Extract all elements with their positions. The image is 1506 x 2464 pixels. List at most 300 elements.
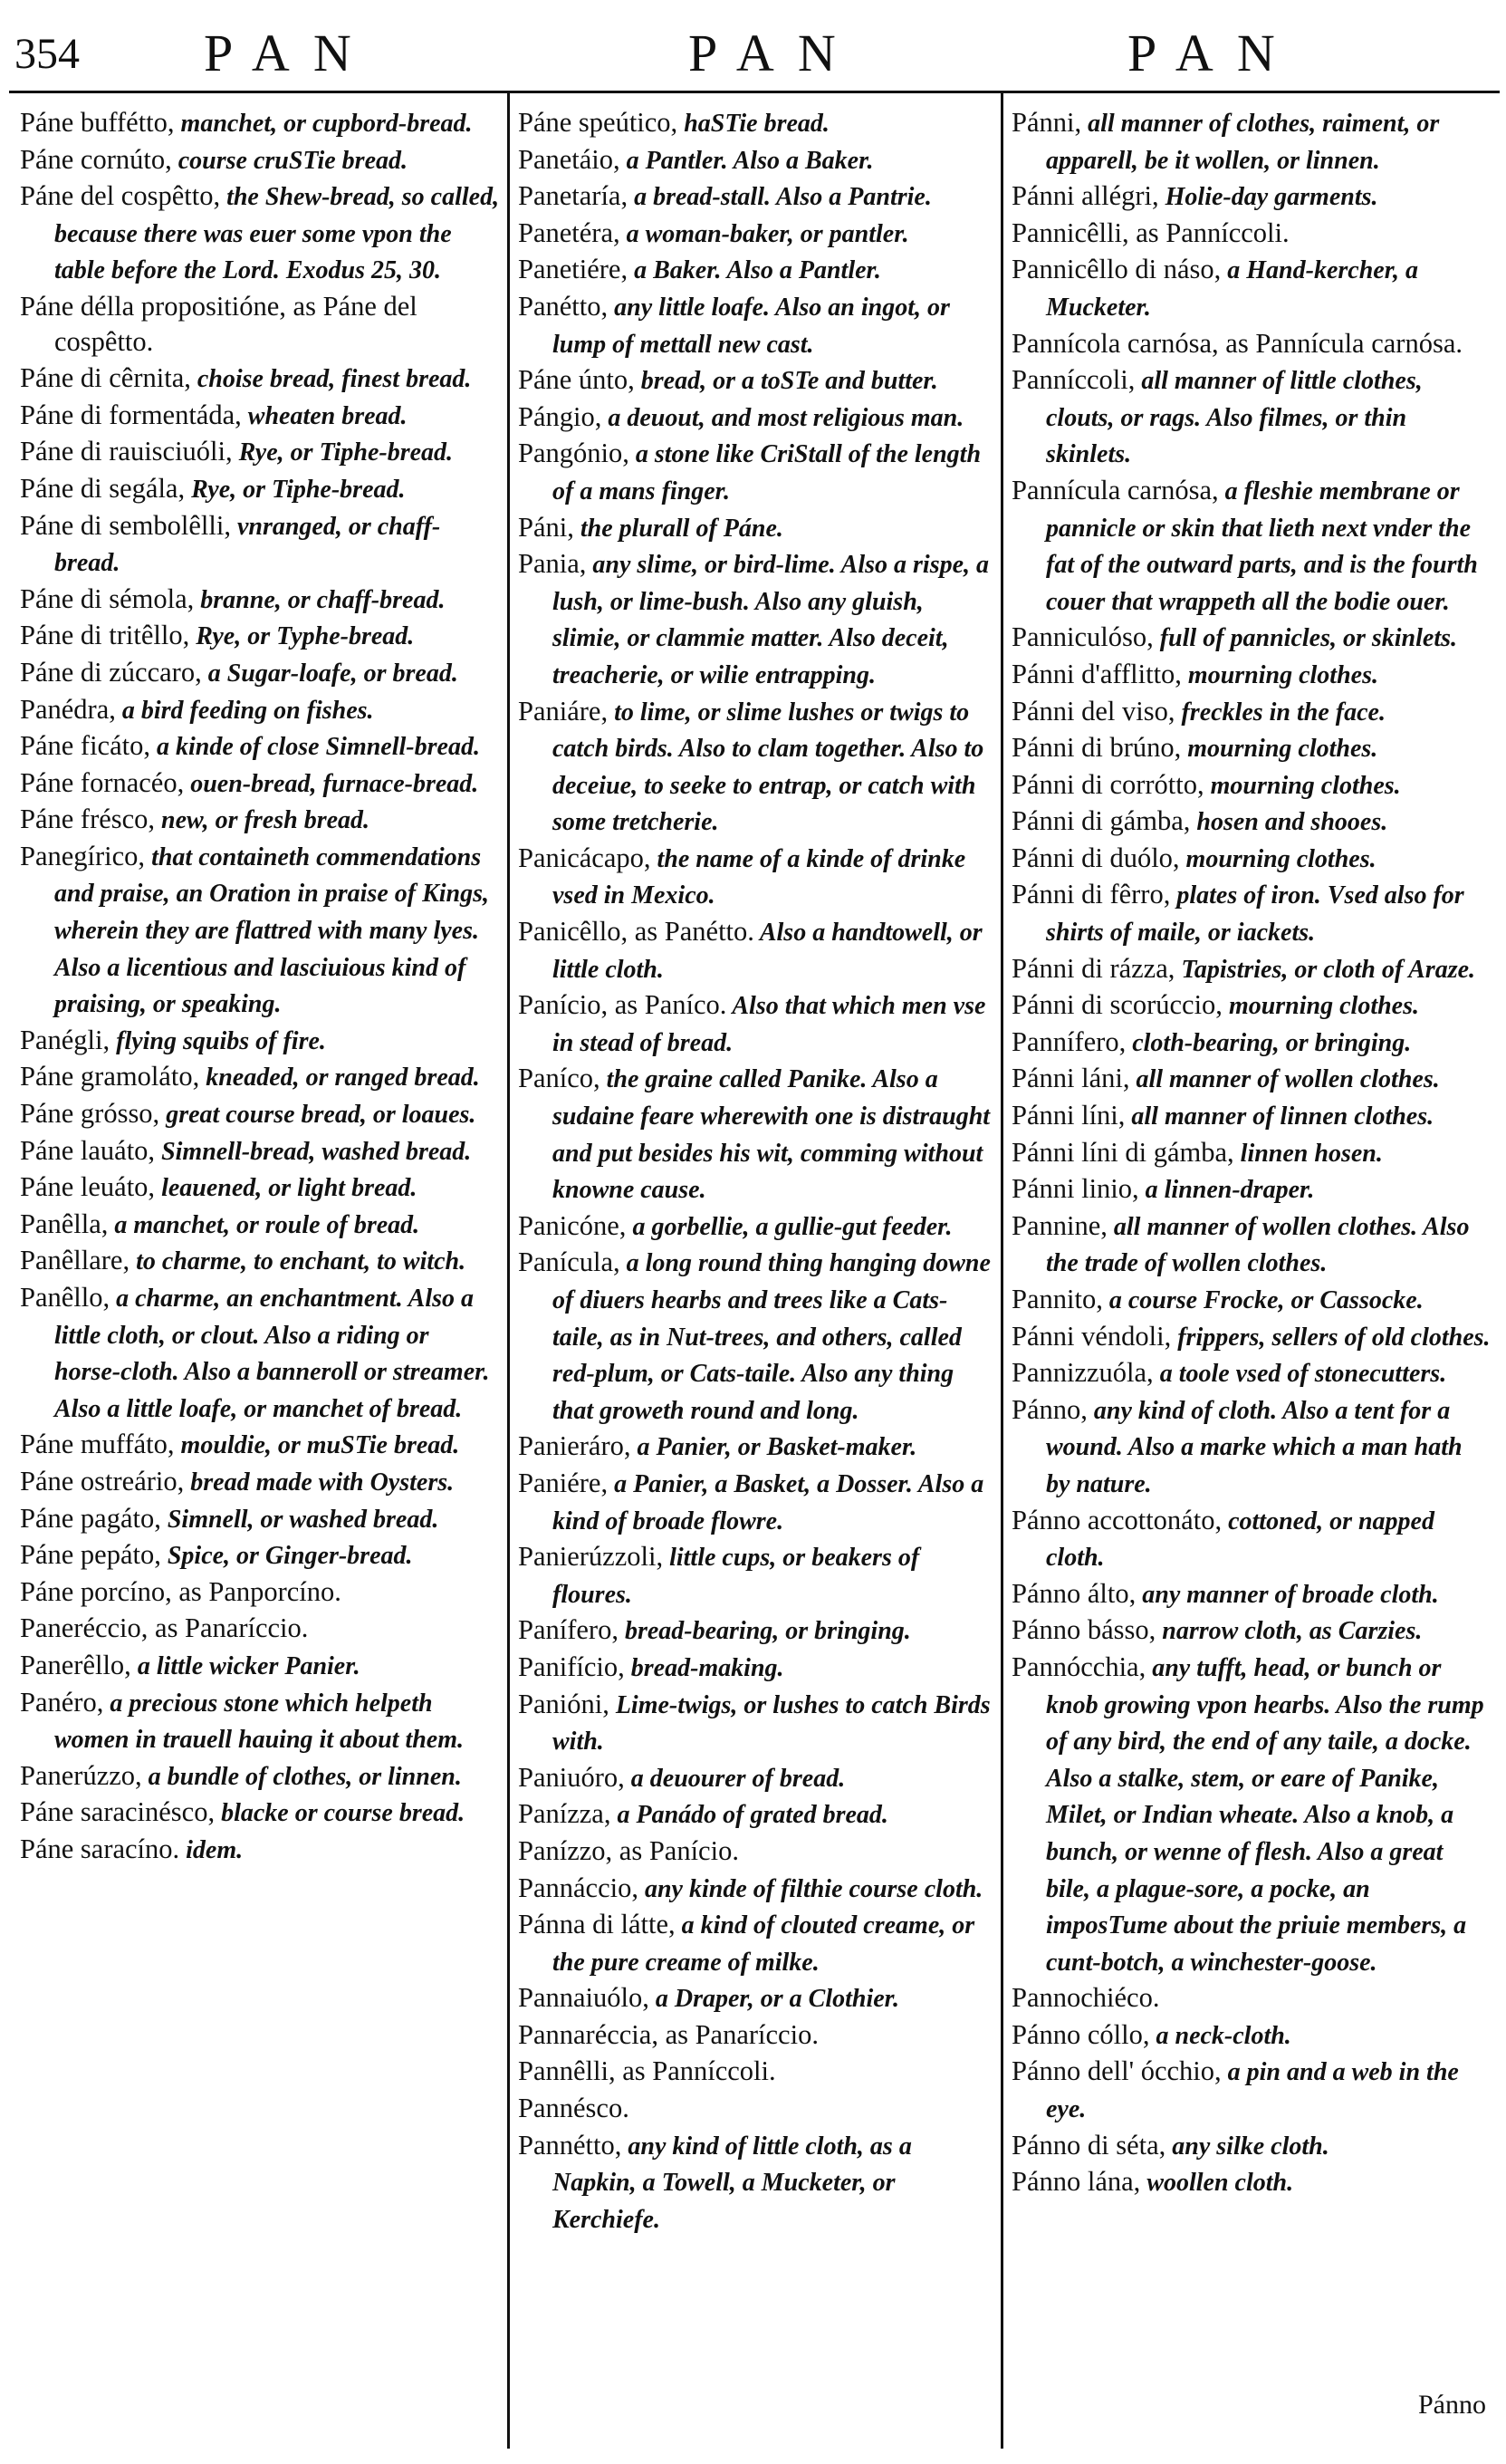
dictionary-entry: [518, 1539, 998, 1612]
dictionary-entry: [1012, 252, 1492, 325]
entry-gloss: all manner of little clothes, clouts, or rags. Also filmes, or thin skinlets.: [1046, 367, 1423, 469]
dictionary-entry: [1012, 473, 1492, 620]
entry-headword: Páne gramoláto,: [20, 1061, 200, 1092]
dictionary-entry: [20, 398, 500, 435]
entry-headword: Pannétto,: [518, 2129, 622, 2161]
dictionary-entry: [20, 1685, 500, 1758]
entry-headword: Páne ostreário,: [20, 1465, 185, 1497]
entry-gloss: choise bread, finest bread.: [190, 365, 472, 394]
entry-headword: Pannésco.: [518, 2093, 629, 2124]
dictionary-entry: [518, 436, 998, 509]
dictionary-entry: [1012, 1980, 1492, 2017]
dictionary-entry: [518, 362, 998, 399]
dictionary-entry: [518, 2054, 998, 2091]
entry-gloss: bread made with Oysters.: [184, 1468, 455, 1497]
dictionary-entry: [1012, 105, 1492, 178]
entry-headword: Panicóne,: [518, 1209, 627, 1241]
entry-gloss: plates of iron. Vsed also for shirts of maile, or iackets.: [1046, 881, 1464, 948]
dictionary-entry: [518, 1687, 998, 1760]
entry-headword: Páne lauáto,: [20, 1134, 156, 1166]
entry-gloss: branne, or chaff-bread.: [194, 585, 446, 614]
dictionary-entry: [1012, 1355, 1492, 1392]
entry-headword: Paneréccio, as Panaríccio.: [20, 1612, 309, 1644]
entry-headword: Pánno básso,: [1012, 1614, 1156, 1646]
dictionary-entry: [20, 839, 500, 1023]
entry-headword: Pánni allégri,: [1012, 180, 1159, 212]
entry-headword: Panétto,: [518, 290, 609, 322]
entry-gloss: a stone like CriStall of the length of a mans finger.: [552, 440, 982, 505]
entry-headword: Páne frésco,: [20, 804, 156, 835]
entry-gloss: any kind of cloth. Also a tent for a wound. Also a marke which a man hath by nature.: [1046, 1396, 1463, 1498]
entry-headword: Panicêllo, as Panétto.: [518, 916, 754, 948]
entry-headword: Pánni di duólo,: [1012, 842, 1180, 873]
dictionary-entry: [518, 1429, 998, 1466]
entry-headword: Pánni di scorúccio,: [1012, 989, 1223, 1021]
entry-gloss: all manner of linnen clothes.: [1125, 1102, 1434, 1131]
entry-headword: Páne di sembolêlli,: [20, 509, 231, 541]
entry-gloss: all manner of wollen clothes.: [1129, 1065, 1440, 1094]
dictionary-entry: [20, 178, 500, 289]
dictionary-entry: [518, 289, 998, 362]
dictionary-entry: [20, 361, 500, 398]
header-rule: [9, 91, 1500, 93]
dictionary-entry: [20, 1574, 500, 1612]
entry-gloss: Also a handtowell, or little cloth.: [552, 919, 983, 984]
entry-headword: Panífero,: [518, 1614, 619, 1646]
dictionary-entry: [1012, 951, 1492, 988]
entry-gloss: narrow cloth, as Carzies.: [1156, 1617, 1423, 1646]
dictionary-entry: [20, 1795, 500, 1832]
dictionary-entry: [1012, 1098, 1492, 1135]
dictionary-entry: [1012, 1171, 1492, 1208]
dictionary-entry: [1012, 657, 1492, 694]
dictionary-entry: [518, 142, 998, 179]
dictionary-entry: [518, 1245, 998, 1429]
entry-gloss: flying squibs of fire.: [110, 1026, 326, 1055]
entry-gloss: a kind of clouted creame, or the pure creame of milke.: [552, 1911, 975, 1977]
dictionary-entry: [1012, 2054, 1492, 2127]
dictionary-entry: [518, 1871, 998, 1908]
entry-headword: Pannicêllo di náso,: [1012, 254, 1222, 285]
dictionary-entry: [1012, 1282, 1492, 1319]
entry-gloss: all manner of clothes, raiment, or apparell, be it wollen, or linnen.: [1046, 110, 1440, 175]
entry-gloss: a bundle of clothes, or linnen.: [141, 1762, 462, 1791]
dictionary-entry: [20, 618, 500, 655]
entry-headword: Páne di tritêllo,: [20, 620, 190, 651]
entry-headword: Páne muffáto,: [20, 1429, 175, 1460]
entry-headword: Páne délla propositióne, as Páne del cospêtto.: [20, 290, 417, 357]
entry-gloss: linnen hosen.: [1233, 1139, 1383, 1168]
entry-gloss: a woman-baker, or pantler.: [619, 219, 909, 248]
entry-gloss: a Hand-kercher, a Mucketer.: [1046, 256, 1419, 322]
entry-headword: Panetáio,: [518, 143, 620, 175]
dictionary-entry: [20, 1169, 500, 1207]
dictionary-entry: [1012, 841, 1492, 878]
dictionary-entry: [518, 2017, 998, 2055]
entry-gloss: a Panier, a Basket, a Dosser. Also a kind of broade flowre.: [552, 1469, 984, 1535]
entry-gloss: any little loafe. Also an ingot, or lump of mettall new cast.: [552, 293, 950, 359]
entry-headword: Paníco,: [518, 1063, 600, 1094]
dictionary-entry: [518, 694, 998, 841]
entry-gloss: ouen-bread, furnace-bread.: [184, 769, 479, 798]
entry-gloss: Spice, or Ginger-bread.: [160, 1542, 413, 1571]
running-head-3: PAN: [1127, 24, 1299, 82]
entry-gloss: frippers, sellers of old clothes.: [1171, 1323, 1491, 1352]
dictionary-entry: [518, 1907, 998, 1980]
entry-gloss: the plurall of Páne.: [573, 514, 783, 543]
entry-headword: Páne del cospêtto,: [20, 180, 221, 212]
dictionary-entry: [518, 1208, 998, 1246]
entry-headword: Páne pepáto,: [20, 1539, 161, 1571]
dictionary-entry: [20, 692, 500, 729]
entry-headword: Panéro,: [20, 1686, 104, 1718]
dictionary-entry: [20, 765, 500, 803]
dictionary-entry: [20, 1096, 500, 1133]
entry-headword: Panícula,: [518, 1246, 620, 1278]
dictionary-entry: [1012, 877, 1492, 950]
entry-headword: Panicácapo,: [518, 842, 651, 873]
column-2: [518, 105, 998, 2424]
column-divider-2: [1001, 93, 1003, 2449]
entry-headword: Páne cornúto,: [20, 143, 172, 175]
entry-headword: Páne grósso,: [20, 1098, 160, 1130]
entry-gloss: a fleshie membrane or pannicle or skin that lieth next vnder the fat of the outward parts, and is the fourth couer that wrappeth all the bodie ouer.: [1046, 476, 1478, 616]
entry-headword: Páne saracíno.: [20, 1833, 180, 1864]
entry-gloss: Simnell, or washed bread.: [160, 1505, 439, 1534]
entry-headword: Pánno accottonáto,: [1012, 1504, 1223, 1535]
entry-gloss: any kind of little cloth, as a Napkin, a Towell, a Mucketer, or Kerchiefe.: [552, 2132, 912, 2234]
entry-headword: Pannêlli, as Panníccoli.: [518, 2055, 776, 2087]
entry-gloss: new, or fresh bread.: [155, 806, 370, 835]
entry-headword: Páne di rauisciuóli,: [20, 436, 233, 467]
column-divider-1: [507, 93, 510, 2449]
entry-gloss: bread-making.: [624, 1653, 784, 1682]
entry-gloss: a Panádo of grated bread.: [610, 1801, 888, 1830]
dictionary-entry: [1012, 2128, 1492, 2165]
entry-gloss: a Panier, or Basket-maker.: [630, 1433, 917, 1462]
dictionary-entry: [20, 1648, 500, 1685]
entry-headword: Pánni linio,: [1012, 1173, 1139, 1205]
entry-gloss: a gorbellie, a gullie-gut feeder.: [626, 1212, 953, 1241]
entry-headword: Pannaréccia, as Panaríccio.: [518, 2018, 819, 2050]
dictionary-entry: [1012, 178, 1492, 216]
running-head-2: PAN: [688, 24, 859, 82]
dictionary-entry: [518, 399, 998, 437]
dictionary-entry: [1012, 987, 1492, 1025]
dictionary-entry: [518, 546, 998, 693]
entry-gloss: mourning clothes.: [1179, 844, 1377, 873]
dictionary-entry: [518, 1796, 998, 1834]
dictionary-entry: [518, 1466, 998, 1539]
page-number: 354: [14, 30, 80, 78]
entry-gloss: to lime, or slime lushes or twigs to catch birds. Also to clam together. Also to deceiue, to seeke to entrap, or catch with some tretcherie.: [552, 698, 984, 837]
entry-gloss: a long round thing hanging downe of diuers hearbs and trees like a Cats-taile, as in Nut-trees, and others, called red-plum, or Cats-taile. Also any thing that groweth round and long.: [552, 1249, 991, 1425]
entry-headword: Pannífero,: [1012, 1025, 1127, 1057]
entry-gloss: that containeth commendations and praise, an Oration in praise of Kings, wherein they are flattred with many lyes. Also a licentious and lasciuious kind of praising, or speaking.: [54, 842, 489, 1019]
entry-headword: Panifício,: [518, 1651, 625, 1682]
dictionary-entry: [20, 728, 500, 765]
entry-headword: Panízza,: [518, 1798, 611, 1830]
entry-gloss: a Baker. Also a Pantler.: [628, 256, 881, 285]
dictionary-entry: [20, 471, 500, 508]
entry-headword: Páne di zúccaro,: [20, 656, 202, 688]
entry-headword: Pánni véndoli,: [1012, 1320, 1172, 1352]
entry-headword: Pánno,: [1012, 1393, 1088, 1425]
entry-gloss: a manchet, or roule of bread.: [108, 1210, 420, 1239]
dictionary-entry: [518, 1612, 998, 1650]
dictionary-entry: [20, 802, 500, 839]
entry-gloss: full of pannicles, or skinlets.: [1153, 624, 1457, 653]
column-3: [1012, 105, 1492, 2424]
dictionary-entry: [518, 1760, 998, 1797]
dictionary-entry: [20, 105, 500, 142]
entry-gloss: hosen and shooes.: [1190, 808, 1388, 837]
dictionary-entry: [1012, 216, 1492, 253]
dictionary-entry: [1012, 1319, 1492, 1356]
entry-gloss: a deuout, and most religious man.: [601, 403, 964, 432]
dictionary-entry: [20, 1427, 500, 1464]
entry-headword: Panêlla,: [20, 1208, 109, 1239]
entry-headword: Panégli,: [20, 1024, 110, 1055]
dictionary-entry: [518, 216, 998, 253]
dictionary-entry: [518, 252, 998, 289]
entry-headword: Páne saracinésco,: [20, 1796, 216, 1828]
dictionary-entry: [1012, 1612, 1492, 1650]
dictionary-entry: [1012, 730, 1492, 767]
entry-gloss: a toole vsed of stonecutters.: [1153, 1360, 1447, 1389]
dictionary-entry: [1012, 1576, 1492, 1613]
dictionary-entry: [1012, 1392, 1492, 1503]
entry-headword: Pánno di séta,: [1012, 2129, 1166, 2161]
dictionary-entry: [20, 1758, 500, 1795]
dictionary-entry: [1012, 1025, 1492, 1062]
entry-gloss: the Shew-bread, so called, because there was euer some vpon the table before the Lord. Exodus 25, 30.: [54, 183, 500, 285]
entry-gloss: Also that which men vse in stead of bread.: [552, 992, 986, 1057]
dictionary-entry: [20, 582, 500, 619]
dictionary-entry: [1012, 2164, 1492, 2201]
dictionary-entry: [518, 914, 998, 987]
entry-gloss: Rye, or Tiphe-bread.: [185, 475, 406, 504]
entry-gloss: a little wicker Panier.: [130, 1651, 360, 1680]
entry-headword: Pánno lána,: [1012, 2166, 1141, 2198]
dictionary-entry: [1012, 1061, 1492, 1098]
entry-gloss: a course Frocke, or Cassocke.: [1102, 1286, 1424, 1314]
entry-headword: Paniuóro,: [518, 1761, 625, 1793]
dictionary-entry: [20, 1832, 500, 1869]
entry-headword: Páne ficáto,: [20, 730, 150, 762]
entry-gloss: Lime-twigs, or lushes to catch Birds with.: [552, 1690, 991, 1757]
entry-headword: Pánni,: [1012, 107, 1082, 138]
entry-gloss: to charme, to enchant, to witch.: [129, 1247, 466, 1276]
entry-headword: Pangónio,: [518, 438, 629, 469]
entry-headword: Pánno dell' ócchio,: [1012, 2055, 1222, 2087]
entry-gloss: cottoned, or napped cloth.: [1046, 1506, 1434, 1573]
entry-headword: Pannócchia,: [1012, 1651, 1146, 1682]
entry-headword: Panetiére,: [518, 254, 628, 285]
entry-gloss: cloth-bearing, or bringing.: [1126, 1028, 1412, 1057]
dictionary-entry: [20, 434, 500, 471]
entry-headword: Pánni láni,: [1012, 1063, 1130, 1094]
entry-gloss: a bread-stall. Also a Pantrie.: [628, 183, 932, 212]
dictionary-entry: [1012, 1650, 1492, 1980]
dictionary-entry: [518, 1834, 998, 1871]
entry-gloss: little cups, or beakers of floures.: [552, 1544, 920, 1609]
entry-headword: Panegírico,: [20, 840, 146, 871]
dictionary-entry: [518, 987, 998, 1061]
entry-gloss: haSTie bread.: [677, 110, 830, 138]
entry-gloss: a kinde of close Simnell-bread.: [149, 733, 480, 762]
entry-headword: Pánni di brúno,: [1012, 732, 1182, 764]
entry-headword: Páne di cêrnita,: [20, 362, 191, 394]
entry-gloss: any slime, or bird-lime. Also a rispe, a lush, or lime-bush. Also any gluish, slimie, or clammie matter. Also deceit, treacherie, or wilie entrapping.: [552, 551, 990, 689]
dictionary-entry: [1012, 326, 1492, 363]
entry-gloss: mourning clothes.: [1181, 735, 1378, 764]
entry-headword: Panióni,: [518, 1688, 609, 1719]
entry-gloss: wheaten bread.: [241, 401, 408, 430]
entry-headword: Pannito,: [1012, 1284, 1103, 1314]
entry-gloss: Holie-day garments.: [1158, 183, 1378, 212]
entry-gloss: all manner of wollen clothes. Also the trade of wollen clothes.: [1046, 1212, 1470, 1278]
dictionary-entry: [20, 142, 500, 179]
entry-headword: Pannaiuólo,: [518, 1982, 649, 2014]
entry-headword: Páne di segála,: [20, 472, 186, 504]
entry-gloss: Rye, or Tiphe-bread.: [232, 438, 454, 467]
entry-gloss: great course bread, or loaues.: [159, 1101, 476, 1130]
entry-gloss: vnranged, or chaff-bread.: [54, 512, 441, 578]
entry-headword: Pánno cóllo,: [1012, 2018, 1150, 2050]
entry-gloss: kneaded, or ranged bread.: [199, 1064, 480, 1092]
entry-gloss: mourning clothes.: [1222, 992, 1419, 1021]
entry-headword: Panniculóso,: [1012, 621, 1154, 653]
dictionary-entry: [1012, 1503, 1492, 1576]
entry-headword: Pannícola carnósa, as Pannícula carnósa.: [1012, 327, 1463, 359]
dictionary-entry: [20, 289, 500, 361]
dictionary-entry: [1012, 804, 1492, 841]
entry-headword: Panício, as Paníco.: [518, 989, 727, 1021]
entry-headword: Pannochiéco.: [1012, 1982, 1160, 2014]
entry-gloss: Simnell-bread, washed bread.: [155, 1137, 472, 1166]
dictionary-entry: [20, 1611, 500, 1648]
entry-headword: Páne pagáto,: [20, 1502, 161, 1534]
entry-gloss: a Sugar-loafe, or bread.: [201, 659, 458, 688]
dictionary-entry: [1012, 620, 1492, 657]
entry-gloss: the name of a kinde of drinke vsed in Mexico.: [552, 844, 966, 910]
column-1: [20, 105, 500, 2424]
entry-gloss: mouldie, or muSTie bread.: [174, 1431, 460, 1460]
dictionary-entry: [1012, 1208, 1492, 1282]
entry-headword: Pánni líni di gámba,: [1012, 1136, 1234, 1168]
entry-headword: Pánni del viso,: [1012, 695, 1175, 727]
entry-headword: Pánno álto,: [1012, 1577, 1137, 1609]
entry-gloss: a bird feeding on fishes.: [115, 696, 374, 725]
entry-headword: Panerêllo,: [20, 1649, 131, 1680]
entry-gloss: bread, or a toSTe and butter.: [634, 367, 938, 396]
entry-gloss: any kinde of filthie course cloth.: [638, 1874, 983, 1903]
entry-gloss: the graine called Panike. Also a sudaine feare wherewith one is distraught and put besides his wit, comming without knowne cause.: [552, 1065, 991, 1205]
entry-headword: Pángio,: [518, 400, 602, 432]
dictionary-entry: [1012, 2017, 1492, 2055]
dictionary-entry: [20, 1133, 500, 1170]
dictionary-entry: [1012, 362, 1492, 473]
entry-headword: Pánni di gámba,: [1012, 805, 1191, 837]
entry-headword: Panieráro,: [518, 1430, 631, 1462]
dictionary-entry: [20, 1464, 500, 1501]
entry-headword: Panetéra,: [518, 217, 620, 248]
entry-gloss: a charme, an enchantment. Also a little cloth, or clout. Also a riding or horse-cloth. Also a banneroll or streamer. Also a little loafe, or manchet of bread.: [54, 1285, 490, 1423]
entry-headword: Páne únto,: [518, 364, 635, 396]
running-head-1: PAN: [204, 24, 375, 82]
dictionary-entry: [518, 1061, 998, 1208]
dictionary-entry: [518, 105, 998, 142]
entry-gloss: freckles in the face.: [1175, 698, 1386, 727]
entry-headword: Pánni di fêrro,: [1012, 879, 1171, 910]
entry-gloss: woollen cloth.: [1140, 2169, 1294, 2198]
entry-gloss: a Pantler. Also a Baker.: [619, 146, 874, 175]
entry-headword: Pannizzuóla,: [1012, 1357, 1154, 1389]
entry-headword: Panetaría,: [518, 180, 628, 212]
entry-gloss: any silke cloth.: [1165, 2132, 1329, 2161]
dictionary-entry: [20, 1243, 500, 1280]
entry-gloss: blacke or course bread.: [215, 1799, 465, 1828]
entry-headword: Pánni di rázza,: [1012, 952, 1175, 984]
entry-headword: Pánni d'afflitto,: [1012, 658, 1182, 689]
entry-headword: Panédra,: [20, 693, 116, 725]
dictionary-entry: [518, 1980, 998, 2017]
dictionary-entry: [20, 1280, 500, 1427]
entry-headword: Pánni di corrótto,: [1012, 768, 1204, 800]
entry-gloss: mourning clothes.: [1181, 660, 1378, 689]
entry-gloss: a neck-cloth.: [1149, 2021, 1291, 2050]
entry-gloss: any tufft, head, or bunch or knob growing vpon hearbs. Also the rump of any bird, the end of any taile, a docke. Also a stalke, stem, or eare of Panike, Milet, or Indian wheate. Also a knob, a bunch, or wenne of flesh. Also a great bile, a plague-sore, a pocke, an imposTume about the priuie members, a cunt-botch, a winchester-goose.: [1046, 1653, 1484, 1977]
entry-gloss: bread-bearing, or bringing.: [618, 1617, 911, 1646]
entry-gloss: any manner of broade cloth.: [1136, 1580, 1439, 1609]
dictionary-entry: [518, 178, 998, 216]
dictionary-entry: [20, 655, 500, 692]
entry-headword: Páne fornacéo,: [20, 766, 185, 798]
dictionary-entry: [20, 1207, 500, 1244]
dictionary-entry: [20, 1023, 500, 1060]
entry-headword: Paniáre,: [518, 695, 609, 727]
entry-gloss: a pin and a web in the eye.: [1046, 2058, 1459, 2124]
entry-headword: Panníccoli,: [1012, 364, 1136, 396]
entry-gloss: a precious stone which helpeth women in trauell hauing it about them.: [54, 1689, 465, 1755]
dictionary-entry: [1012, 694, 1492, 731]
entry-gloss: idem.: [179, 1835, 244, 1864]
catchword: Pánno: [1418, 2390, 1486, 2420]
entry-headword: Páne di sémola,: [20, 582, 195, 614]
dictionary-entry: [518, 841, 998, 914]
entry-gloss: mourning clothes.: [1204, 771, 1401, 800]
entry-headword: Panerúzzo,: [20, 1759, 142, 1791]
entry-headword: Páne speútico,: [518, 107, 678, 138]
dictionary-entry: [518, 2128, 998, 2238]
dictionary-entry: [1012, 1135, 1492, 1172]
entry-headword: Pannáccio,: [518, 1872, 638, 1903]
entry-headword: Panêllare,: [20, 1245, 130, 1276]
entry-headword: Pania,: [518, 548, 587, 580]
entry-gloss: course cruSTie bread.: [171, 146, 408, 175]
entry-headword: Páne porcíno, as Panporcíno.: [20, 1575, 341, 1607]
dictionary-entry: [20, 1501, 500, 1538]
entry-gloss: a linnen-draper.: [1138, 1176, 1315, 1205]
entry-headword: Páne leuáto,: [20, 1171, 156, 1203]
dictionary-entry: [518, 1650, 998, 1687]
entry-gloss: manchet, or cupbord-bread.: [174, 110, 473, 138]
dictionary-entry: [20, 1537, 500, 1574]
dictionary-entry: [20, 1059, 500, 1096]
entry-headword: Pánna di látte,: [518, 1909, 676, 1940]
entry-headword: Pannícula carnósa,: [1012, 474, 1219, 505]
